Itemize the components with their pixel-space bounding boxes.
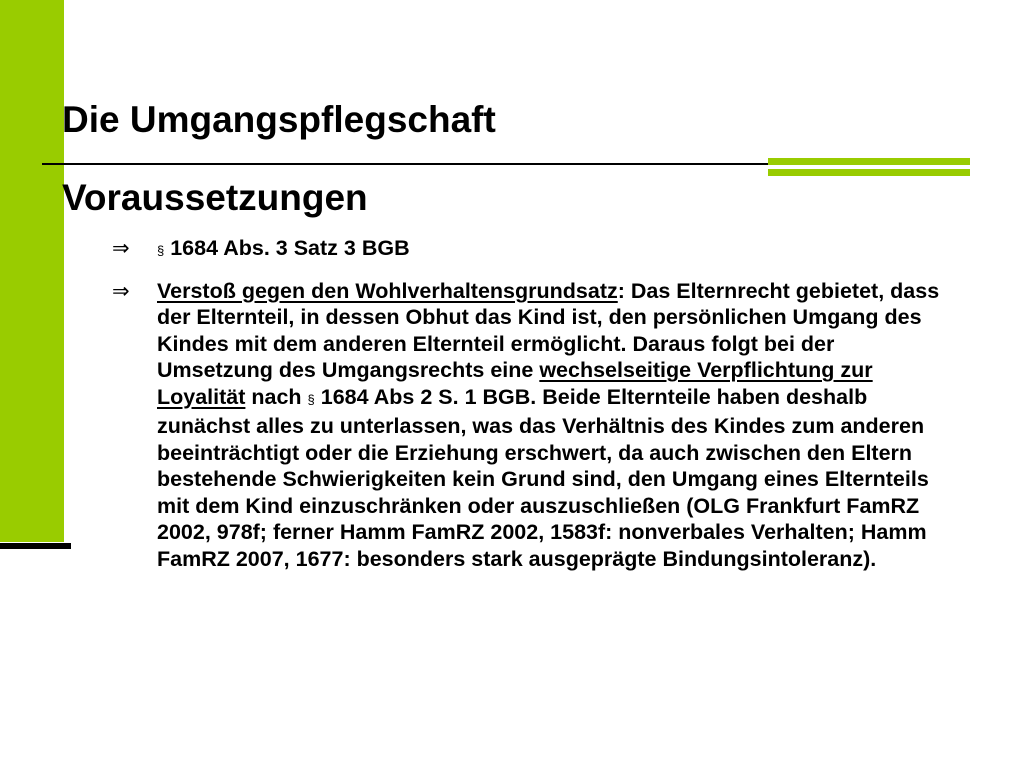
divider-accent-bottom (768, 169, 970, 176)
left-accent-bar (0, 0, 64, 542)
divider-accent-top (768, 158, 970, 165)
bullet-text: 1684 Abs 2 S. 1 BGB. Beide Elternteile haben deshalb zunächst alles zu unterlassen, was das Verhältnis des Kindes zum anderen beeinträchtigt oder die Erziehung erschwert, da auch zwischen den Eltern bestehende Schwierigkeiten kein Grund sind, den Umgang eines Elternteils mit dem Kind einzuschränken oder auszuschließen (OLG Frankfurt FamRZ 2002, 978f; ferner Hamm FamRZ 2002, 1583f: nonverbales Verhalten; Hamm FamRZ 2007, 1677: besonders stark ausgeprägte Bindungsintoleranz). (157, 384, 929, 571)
bullet-text: nach (245, 384, 308, 409)
title-divider (42, 163, 812, 165)
slide-title: Die Umgangspflegschaft (62, 99, 496, 140)
paragraph-sign: § (157, 243, 165, 258)
implies-arrow-icon: ⇒ (112, 236, 130, 260)
bullet-text: : Das Elternrecht gebietet, dass der Elternteil, in dessen Obhut das Kind ist, den persönlichen Umgang des Kindes mit dem anderen Elternteil ermöglicht. Daraus folgt bei der Umsetzung des Umgangsrechts eine (157, 278, 940, 382)
underlined-term: Verstoß gegen den Wohlverhaltensgrundsatz (157, 278, 618, 303)
bullet-text: 1684 Abs. 3 Satz 3 BGB (164, 236, 410, 260)
accent-bar-foot-line (0, 543, 71, 549)
underlined-term: wechselseitige Verpflichtung zur Loyalität (157, 358, 873, 409)
bullet-paragraph (157, 278, 947, 573)
slide-subtitle: Voraussetzungen (62, 177, 368, 218)
paragraph-sign: § (307, 391, 315, 407)
bullet-item (112, 235, 972, 265)
bullet-item (112, 278, 972, 573)
bullet-list (112, 235, 972, 572)
implies-arrow-icon: ⇒ (112, 278, 130, 303)
